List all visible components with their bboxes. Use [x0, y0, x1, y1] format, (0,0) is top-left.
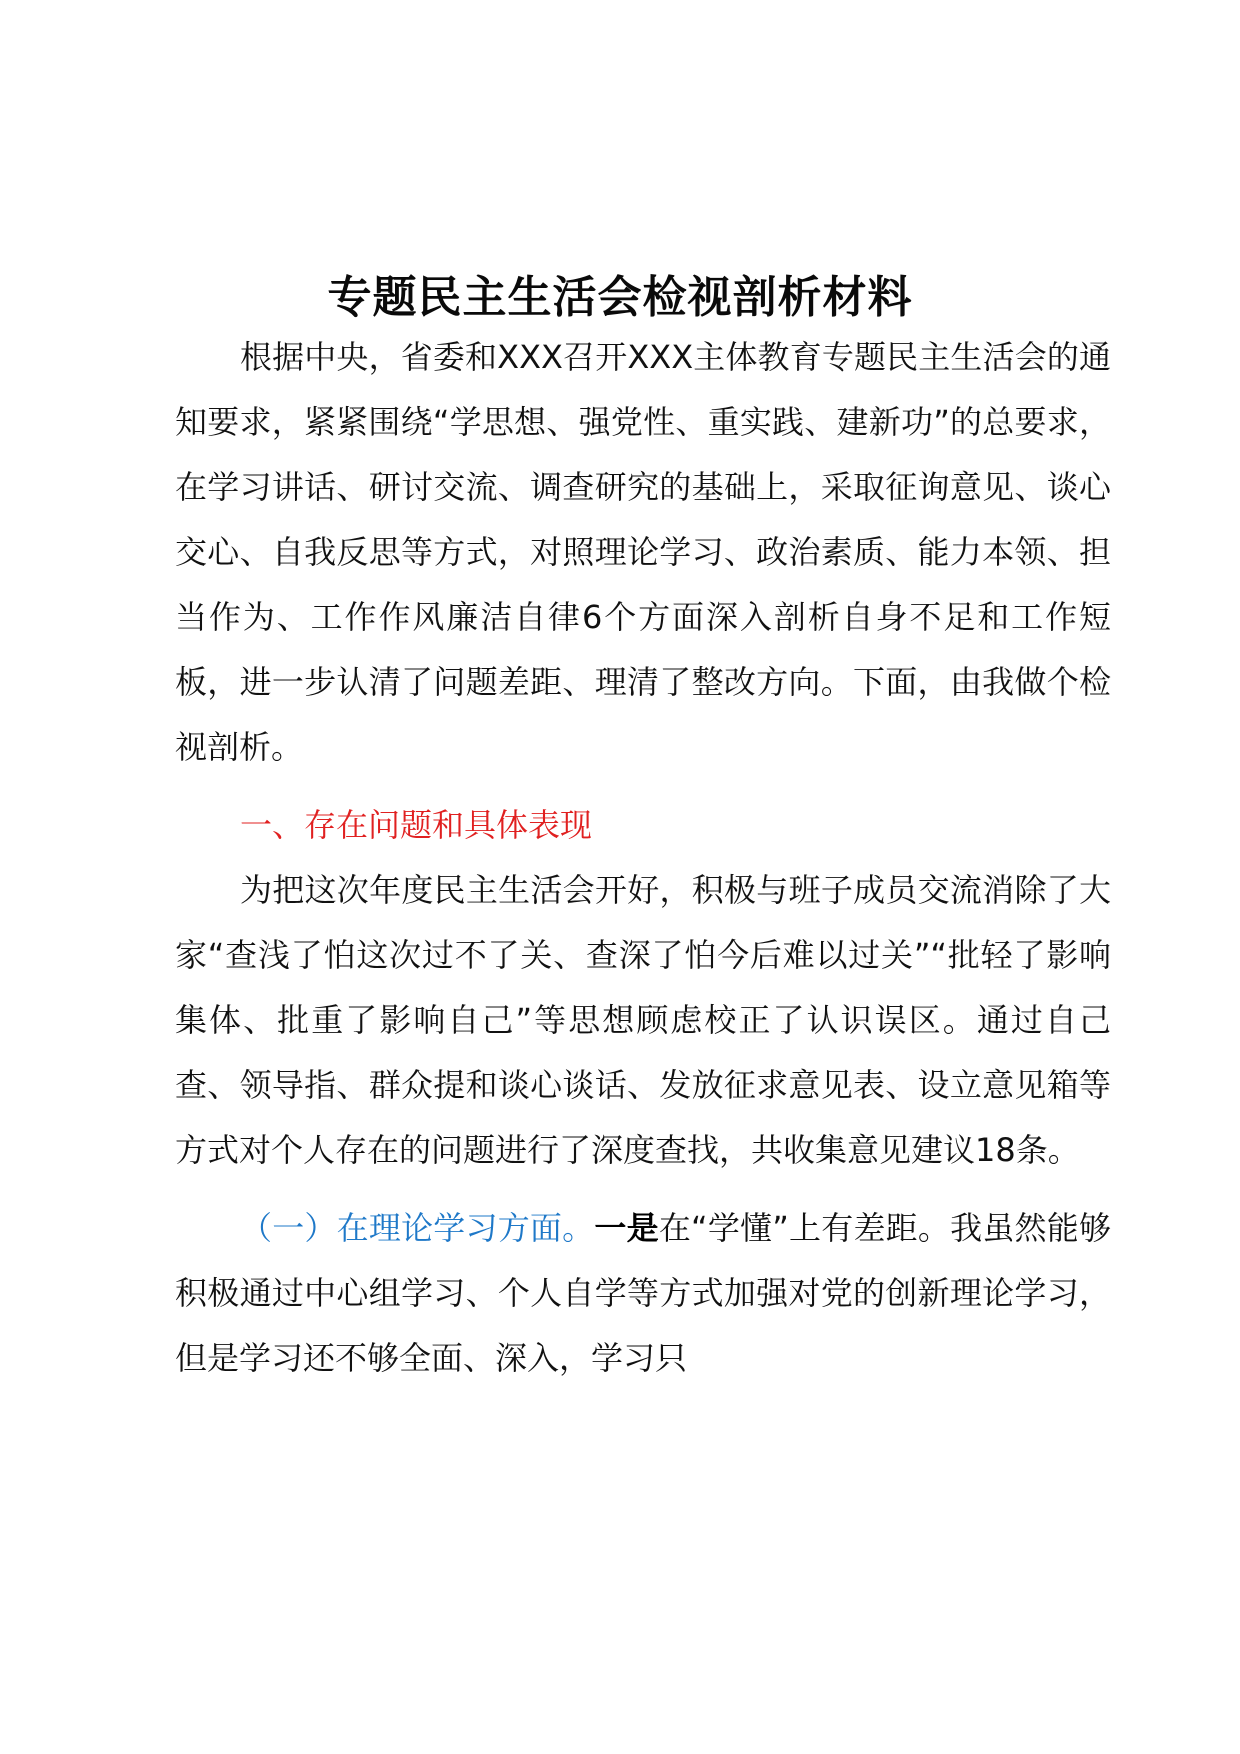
subsection-1-paragraph [175, 1196, 1111, 1391]
intro-paragraph: 根据中央，省委和XXX召开XXX主体教育专题民主生活会的通知要求，紧紧围绕“学思想、强党性、重实践、建新功”的总要求，在学习讲话、研讨交流、调查研究的基础上，采取征询意见、谈心交心、自我反思等方式，对照理论学习、政治素质、能力本领、担当作为、工作作风廉洁自律6个方面深入剖析自身不足和工作短板，进一步认清了问题差距、理清了整改方向。下面，由我做个检视剖析。 [175, 338, 1111, 766]
section-1-paragraph: 为把这次年度民主生活会开好，积极与班子成员交流消除了大家“查浅了怕这次过不了关、查深了怕今后难以过关”“批轻了影响集体、批重了影响自己”等思想顾虑校正了认识误区。通过自己查、领导指、群众提和谈心谈话、发放征求意见表、设立意见箱等方式对个人存在的问题进行了深度查找，共收集意见建议18条。 [175, 871, 1111, 1169]
subsection-heading-theory-study: （一）在理论学习方面。 [240, 1209, 595, 1247]
section-heading-problems: 一、存在问题和具体表现 [240, 806, 593, 844]
subsection-1-text: 在“学懂”上有差距。我虽然能够积极通过中心组学习、个人自学等方式加强对党的创新理论学习，但是学习还不够全面、深入，学习只 [175, 1209, 1111, 1377]
document-title: 专题民主生活会检视剖析材料 [327, 272, 913, 323]
subsection-lead-first: 一是 [594, 1209, 659, 1247]
